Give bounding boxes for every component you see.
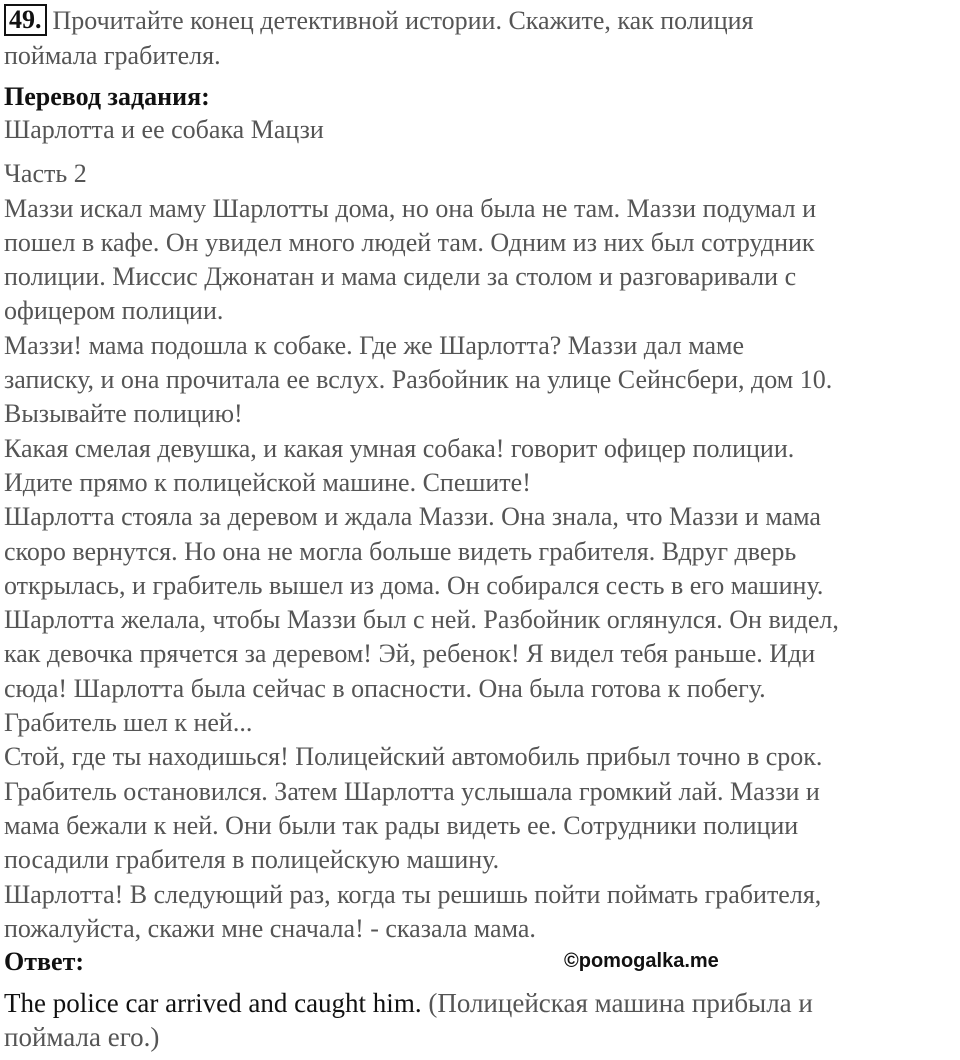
story-line: полиции. Миссис Джонатан и мама сидели за столом и разговаривали с — [4, 262, 797, 292]
story-line: Маззи искал маму Шарлотты дома, но она была не там. Маззи подумал и — [4, 193, 817, 223]
story-text — [4, 192, 956, 947]
story-line: Какая смелая девушка, и какая умная собака! говорит офицер полиции. — [4, 433, 795, 463]
story-line: как девочка прячется за деревом! Эй, ребенок! Я видел тебя раньше. Иди — [4, 639, 816, 669]
story-line: офицером полиции. — [4, 296, 224, 326]
answer-english: The police car arrived and caught him. — [4, 988, 422, 1019]
answer-text — [4, 986, 956, 1054]
story-line: Грабитель шел к ней... — [4, 708, 253, 738]
story-line: Шарлотта! В следующий раз, когда ты решишь пойти поймать грабителя, — [4, 879, 822, 909]
story-title: Шарлотта и ее собака Мацзи — [4, 115, 324, 144]
story-line: открылась, и грабитель вышел из дома. Он собирался сесть в его машину. — [4, 570, 824, 600]
task-instruction-line-1: Прочитайте конец детективной истории. Скажите, как полиция — [52, 6, 754, 35]
answer-heading: Ответ: — [4, 947, 85, 977]
task-number-badge: 49. — [4, 4, 47, 36]
answer-russian-line-1: (Полицейская машина прибыла и — [421, 988, 813, 1019]
task-block — [4, 3, 956, 73]
story-line: Маззи! мама подошла к собаке. Где же Шарлотта? Маззи дал маме — [4, 330, 745, 360]
translation-heading: Перевод задания: — [4, 82, 210, 111]
story-line: посадили грабителя в полицейскую машину. — [4, 845, 500, 875]
story-line: пошел в кафе. Он увидел много людей там. Одним из них был сотрудник — [4, 227, 815, 257]
story-line: мама бежали к ней. Они были так рады видеть ее. Сотрудники полиции — [4, 810, 799, 840]
story-line: скоро вернутся. Но она не могла больше видеть грабителя. Вдруг дверь — [4, 536, 797, 566]
task-instruction-line-2: поймала грабителя. — [4, 41, 221, 70]
story-line: Идите прямо к полицейской машине. Спешите! — [4, 467, 531, 497]
story-line: Стой, где ты находишься! Полицейский автомобиль прибыл точно в срок. — [4, 742, 823, 772]
site-watermark: ©pomogalka.me — [564, 950, 719, 973]
story-line: Грабитель остановился. Затем Шарлотта услышала громкий лай. Маззи и — [4, 776, 820, 806]
story-line: Вызывайте полицию! — [4, 399, 243, 429]
story-line: Шарлотта стояла за деревом и ждала Маззи. Она знала, что Маззи и мама — [4, 502, 821, 532]
story-part-label: Часть 2 — [4, 159, 87, 189]
story-line: Шарлотта желала, чтобы Маззи был с ней. Разбойник оглянулся. Он видел, — [4, 605, 839, 635]
story-line: записку, и она прочитала ее вслух. Разбойник на улице Сейнсбери, дом 10. — [4, 365, 833, 395]
story-line: сюда! Шарлотта была сейчас в опасности. Она была готова к побегу. — [4, 673, 766, 703]
story-line: пожалуйста, скажи мне сначала! - сказала мама. — [4, 913, 536, 943]
document-page — [4, 0, 956, 1054]
answer-row — [4, 946, 956, 978]
answer-russian-line-2: поймала его.) — [4, 1022, 160, 1053]
